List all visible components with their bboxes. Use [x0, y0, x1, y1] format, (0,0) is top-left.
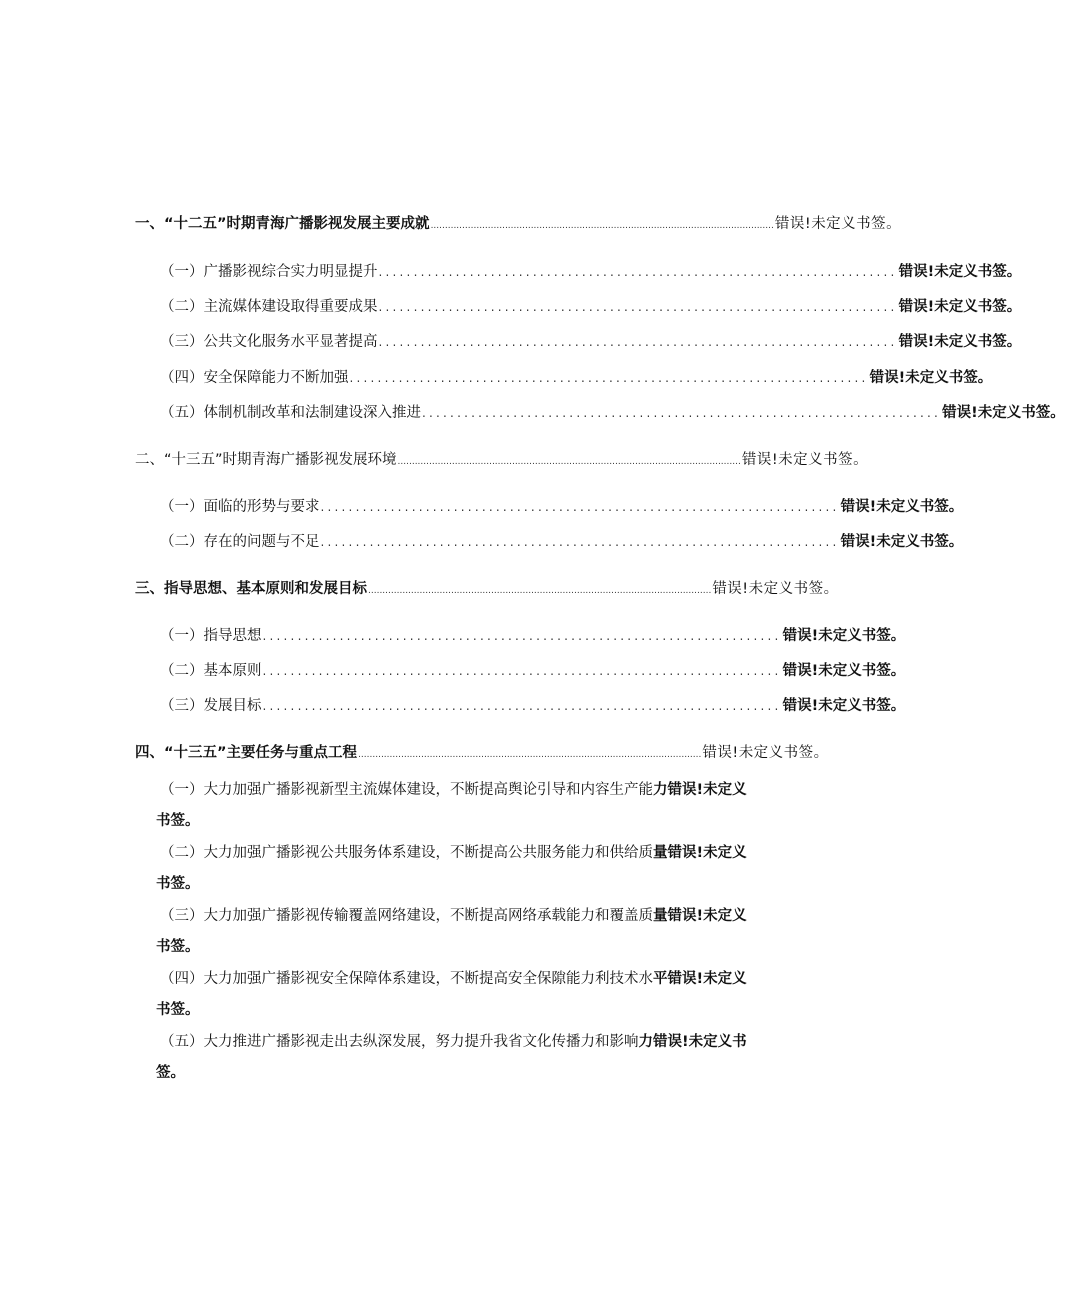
- toc-leader-dots: ..........................................................................: [262, 629, 782, 643]
- toc-page-ref-continued: 书签。: [156, 939, 200, 955]
- toc-item-1-2[interactable]: [160, 295, 1022, 316]
- toc-leader-dots: ..........................................................................: [422, 406, 942, 420]
- toc-page-ref-continued: 签。: [156, 1065, 185, 1081]
- toc-page-ref: 错误!未定义书签。: [898, 334, 1022, 350]
- toc-page-ref: 平错误!未定义: [653, 971, 747, 987]
- toc-item-label: （二）存在的问题与不足: [160, 534, 320, 550]
- toc-item-1-3[interactable]: [160, 330, 1022, 351]
- toc-leader-dots: ..........................................................................: [349, 371, 869, 385]
- toc-page-ref: 错误!未定义书签。: [782, 628, 906, 644]
- toc-item-label: （五）大力推进广播影视走出去纵深发展，努力提升我省文化传播力和影响: [160, 1034, 639, 1050]
- toc-page-ref: 错误!未定义书签。: [840, 534, 964, 550]
- toc-item-label: （一）指导思想: [160, 628, 262, 644]
- toc-page-ref: 错误!未定义书签。: [782, 663, 906, 679]
- toc-leader-dots: ........................................................................................................................: [430, 221, 774, 231]
- toc-item-1-1[interactable]: [160, 260, 1022, 281]
- toc-leader-dots: ..........................................................................: [378, 335, 898, 349]
- toc-page-ref: 错误!未定义书签。: [741, 452, 869, 468]
- toc-section-title: 二、“十三五”时期青海广播影视发展环境: [135, 452, 397, 468]
- toc-page-ref: 量错误!未定义: [653, 908, 747, 924]
- toc-item-4-4[interactable]: [156, 964, 783, 1026]
- toc-item-label: （四）安全保障能力不断加强: [160, 370, 349, 386]
- toc-leader-dots: ..........................................................................: [378, 265, 898, 279]
- toc-item-label: （一）广播影视综合实力明显提升: [160, 264, 378, 280]
- toc-item-4-3[interactable]: [156, 901, 783, 963]
- toc-section-1[interactable]: [135, 212, 902, 233]
- toc-item-label: （三）公共文化服务水平显著提高: [160, 334, 378, 350]
- toc-page-ref: 力错误!未定义: [653, 782, 747, 798]
- toc-page-ref-continued: 书签。: [156, 876, 200, 892]
- toc-item-label: （三）大力加强广播影视传输覆盖网络建设，不断提高网络承载能力和覆盖质: [160, 908, 653, 924]
- toc-item-3-2[interactable]: [160, 659, 906, 680]
- toc-leader-dots: ..........................................................................: [262, 699, 782, 713]
- toc-item-label: （二）主流媒体建设取得重要成果: [160, 299, 378, 315]
- toc-item-4-1[interactable]: [156, 775, 783, 837]
- toc-section-title: 四、“十三五”主要任务与重点工程: [135, 745, 358, 761]
- toc-page-ref: 量错误!未定义: [653, 845, 747, 861]
- toc-leader-dots: ........................................................................................................................: [397, 457, 741, 467]
- toc-page-ref: 错误!未定义书签。: [774, 216, 902, 232]
- toc-page-ref: 错误!未定义书签。: [898, 264, 1022, 280]
- toc-page-ref: 错误!未定义书签。: [869, 370, 993, 386]
- toc-leader-dots: ..........................................................................: [378, 300, 898, 314]
- toc-leader-dots: ........................................................................................................................: [368, 586, 712, 596]
- toc-section-4[interactable]: [135, 741, 829, 762]
- toc-item-3-3[interactable]: [160, 694, 906, 715]
- toc-page-ref: 错误!未定义书签。: [898, 299, 1022, 315]
- toc-item-3-1[interactable]: [160, 624, 906, 645]
- toc-item-label: （一）面临的形势与要求: [160, 499, 320, 515]
- toc-item-label: （四）大力加强广播影视安全保障体系建设，不断提高安全保隙能力利技术水: [160, 971, 653, 987]
- toc-section-title: 三、指导思想、基本原则和发展目标: [135, 581, 367, 597]
- toc-section-3[interactable]: [135, 577, 839, 598]
- toc-leader-dots: ........................................................................................................................: [358, 750, 702, 760]
- toc-item-1-5[interactable]: [160, 401, 1065, 422]
- toc-item-1-4[interactable]: [160, 366, 993, 387]
- toc-item-label: （三）发展目标: [160, 698, 262, 714]
- toc-page-ref: 力错误!未定义书: [638, 1034, 747, 1050]
- toc-page-ref: 错误!未定义书签。: [712, 581, 839, 597]
- toc-page-ref: 错误!未定义书签。: [782, 698, 906, 714]
- toc-page-ref-continued: 书签。: [156, 1002, 200, 1018]
- toc-leader-dots: ..........................................................................: [320, 500, 840, 514]
- toc-item-2-2[interactable]: [160, 530, 964, 551]
- toc-section-title: 一、“十二五”时期青海广播影视发展主要成就: [135, 216, 430, 232]
- toc-leader-dots: ..........................................................................: [262, 664, 782, 678]
- toc-item-4-5[interactable]: [156, 1027, 783, 1089]
- toc-leader-dots: ..........................................................................: [320, 535, 840, 549]
- toc-item-4-2[interactable]: [156, 838, 783, 900]
- toc-page-ref: 错误!未定义书签。: [942, 405, 1065, 421]
- toc-item-2-1[interactable]: [160, 495, 964, 516]
- toc-page-ref: 错误!未定义书签。: [840, 499, 964, 515]
- toc-item-label: （二）大力加强广播影视公共服务体系建设，不断提高公共服务能力和供给质: [160, 845, 653, 861]
- toc-page-ref-continued: 书签。: [156, 813, 200, 829]
- toc-section-2[interactable]: [135, 448, 869, 469]
- toc-item-label: （五）体制机制改革和法制建设深入推进: [160, 405, 421, 421]
- toc-item-label: （一）大力加强广播影视新型主流媒体建设，不断提高舆论引导和内容生产能: [160, 782, 653, 798]
- toc-page-ref: 错误!未定义书签。: [702, 745, 829, 761]
- toc-item-label: （二）基本原则: [160, 663, 262, 679]
